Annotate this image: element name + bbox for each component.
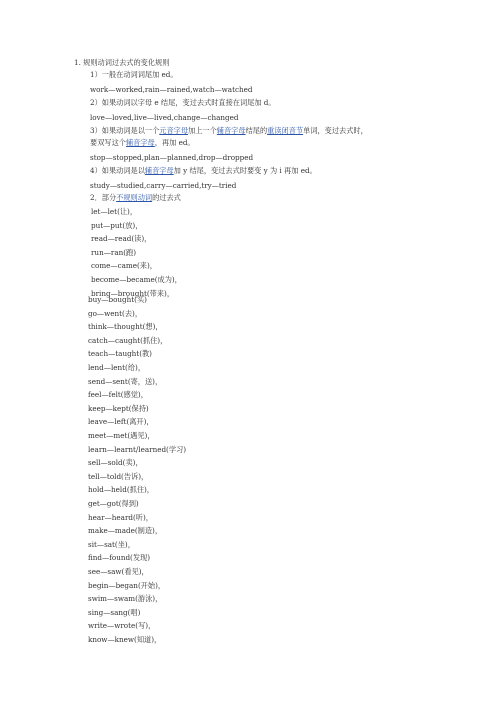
verb-list-item: put—put(放)，	[91, 220, 143, 230]
rule-1: 1）一般在动词词尾加 ed。	[90, 70, 178, 79]
rule-3-text-b: 加上一个	[188, 126, 217, 135]
verb-list-item: catch—caught(抓住)，	[88, 335, 168, 345]
rule-3-example: stop—stopped,plan—planned,drop—dropped	[90, 153, 254, 162]
verb-list-item: swim—swam(游泳)，	[88, 594, 163, 604]
rule-4-example: study—studied,carry—carried,try—tried	[90, 181, 237, 190]
verb-list-item: learn—learnt/learned(学习)	[88, 444, 187, 454]
link-consonant-3[interactable]: 辅音字母	[144, 166, 174, 175]
verb-list-item: run—ran(跑)	[91, 247, 137, 257]
verb-list-item: let—let(让)，	[91, 207, 138, 216]
verb-list-item: feel—felt(感觉)，	[88, 390, 148, 400]
verb-list-item: make—made(制造)，	[88, 526, 163, 536]
rule-4	[90, 166, 317, 176]
rule-4-text-a: 4）如果动词是以	[90, 166, 145, 175]
verb-list-item: tell—told(告诉)，	[88, 471, 149, 481]
verb-list-item: teach—taught(教)	[88, 349, 152, 359]
verb-list-item: go—went(去)，	[88, 308, 143, 318]
verb-list-item: sing—sang(唱)	[88, 607, 141, 617]
verb-list-item: leave—left(离开)，	[88, 417, 154, 427]
link-stressed-closed-syllable[interactable]: 重读闭音节	[267, 126, 304, 135]
rule-3-text-a: 3）如果动词是以一个	[90, 126, 160, 135]
link-consonant-2[interactable]: 辅音字母	[125, 138, 155, 147]
verb-list-item: read—read(读)，	[91, 234, 152, 244]
rule-3-line-2-text-a: 要双写这个	[90, 138, 126, 147]
rule-1-example: work—worked,rain—rained,watch—watched	[90, 85, 253, 94]
rule-3	[90, 126, 368, 136]
part-2-text-b: 的过去式	[152, 193, 181, 202]
verb-list-item: keep—kept(保持)	[88, 403, 149, 413]
link-consonant[interactable]: 辅音字母	[216, 126, 246, 135]
verb-list-item: meet—met(遇见)，	[88, 431, 155, 440]
verb-list-item: know—knew(知道)，	[88, 635, 162, 644]
rule-4-text-b: 加 y 结尾，变过去式时要变 y 为 i 再加 ed。	[173, 166, 317, 175]
verb-list-item: sit—sat(坐)，	[88, 539, 135, 549]
verb-list-item: become—became(成为)，	[91, 275, 182, 284]
rule-3-text-c: 结尾的	[245, 126, 268, 135]
rule-3-line-2	[90, 138, 195, 148]
verb-list-item: sell—sold(卖)，	[88, 458, 143, 468]
verb-list-item: buy—bought(买)	[88, 295, 147, 304]
rule-3-line-2-text-b: ，再加 ed。	[154, 138, 195, 147]
verb-list-item: see—saw(看见)，	[88, 567, 149, 576]
verb-list-item: hold—held(抓住)，	[88, 485, 154, 495]
verb-list-item: write—wrote(写)，	[88, 621, 156, 631]
part-2-heading	[90, 193, 181, 203]
verb-list-item: lend—lent(给)，	[88, 363, 146, 372]
verb-list-item: think—thought(想)，	[88, 322, 163, 332]
part-2-text-a: 2．部分	[90, 193, 117, 202]
section-heading: 1. 规则动词过去式的变化规则	[74, 58, 170, 67]
verb-list-item: find—found(发现)	[88, 553, 151, 563]
rule-2-example: love—loved,live—lived,change—changed	[90, 113, 239, 122]
verb-list-item: get—got(得到)	[88, 499, 139, 508]
rule-2: 2）如果动词以字母 e 结尾，变过去式时直接在词尾加 d。	[90, 98, 276, 107]
link-vowel[interactable]: 元音字母	[159, 126, 189, 135]
verb-list-item: come—came(来)，	[91, 261, 157, 271]
verb-list-item: hear—heard(听)，	[88, 512, 153, 522]
rule-3-text-d: 单词，变过去式时，	[303, 126, 368, 135]
verb-list-item: begin—began(开始)，	[88, 580, 166, 590]
verb-list-item: send—sent(寄，送)，	[88, 376, 163, 386]
verb-list-item: bring—brought(带来)，	[91, 288, 175, 298]
link-irregular-verbs[interactable]: 不规则动词	[116, 193, 153, 202]
